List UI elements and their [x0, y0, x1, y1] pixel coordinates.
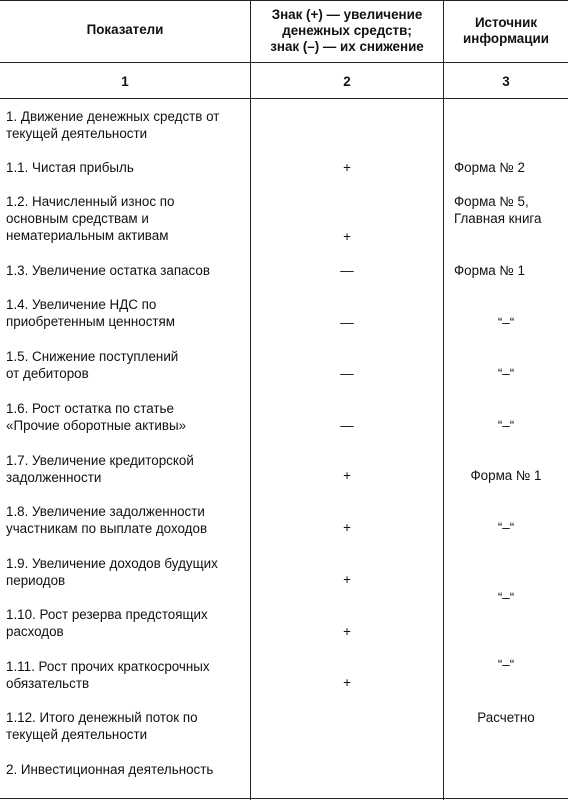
- header-indicators: Показатели: [86, 22, 164, 37]
- row-label: 1.5. Снижение поступлений от дебиторов: [6, 349, 179, 381]
- table-bottom-border: [0, 798, 568, 799]
- row-source: “–“: [497, 366, 515, 381]
- row-label: 1.6. Рост остатка по статье «Прочие оборотные активы»: [6, 401, 187, 433]
- column-divider-2: [443, 0, 444, 800]
- row-source: “–“: [497, 590, 515, 605]
- row-sign: —: [340, 418, 354, 433]
- row-source: Форма № 5, Главная книга: [454, 194, 542, 226]
- header-sign: Знак (+) — увеличение денежных средств; знак (–) — их снижение: [270, 7, 424, 54]
- column-number-2: 2: [343, 74, 351, 89]
- row-label: 1.2. Начисленный износ по основным средствам и нематериальным активам: [6, 194, 175, 243]
- row-sign: —: [340, 263, 354, 278]
- row-source: Форма № 1: [454, 263, 525, 278]
- row-label: 1.11. Рост прочих краткосрочных обязательств: [6, 659, 210, 691]
- row-source: Расчетно: [477, 710, 535, 725]
- column-number-1: 1: [121, 74, 129, 89]
- row-source: Форма № 2: [454, 160, 525, 175]
- row-sign: +: [343, 468, 351, 483]
- row-sign: +: [343, 229, 351, 244]
- header-source: Источник информации: [463, 15, 549, 46]
- numbers-bottom-border: [0, 98, 568, 99]
- table-top-border: [0, 0, 568, 1]
- row-source: “–“: [497, 520, 515, 535]
- row-sign: +: [343, 675, 351, 690]
- row-label: 1.9. Увеличение доходов будущих периодов: [6, 556, 218, 588]
- row-label: 1.10. Рост резерва предстоящих расходов: [6, 607, 208, 639]
- column-number-3: 3: [502, 74, 510, 89]
- row-sign: +: [343, 624, 351, 639]
- row-label: 1.7. Увеличение кредиторской задолженности: [6, 453, 194, 485]
- row-label: 1.4. Увеличение НДС по приобретенным ценностям: [6, 297, 176, 329]
- row-source: “–“: [497, 315, 515, 330]
- row-label: 1.1. Чистая прибыль: [6, 160, 134, 175]
- row-label: 1.12. Итого денежный поток по текущей деятельности: [6, 710, 198, 742]
- row-sign: +: [343, 572, 351, 587]
- row-source: “–“: [497, 657, 515, 672]
- row-label: 1.3. Увеличение остатка запасов: [6, 263, 210, 278]
- row-sign: —: [340, 366, 354, 381]
- row-sign: +: [343, 160, 351, 175]
- row-label: 1. Движение денежных средств от текущей деятельности: [6, 109, 220, 141]
- row-label: 1.8. Увеличение задолженности участникам по выплате доходов: [6, 504, 208, 536]
- row-source: “–“: [497, 418, 515, 433]
- row-sign: —: [340, 315, 354, 330]
- row-source: Форма № 1: [470, 468, 542, 483]
- row-label: 2. Инвестиционная деятельность: [6, 762, 214, 777]
- row-sign: +: [343, 520, 351, 535]
- header-bottom-border: [0, 62, 568, 63]
